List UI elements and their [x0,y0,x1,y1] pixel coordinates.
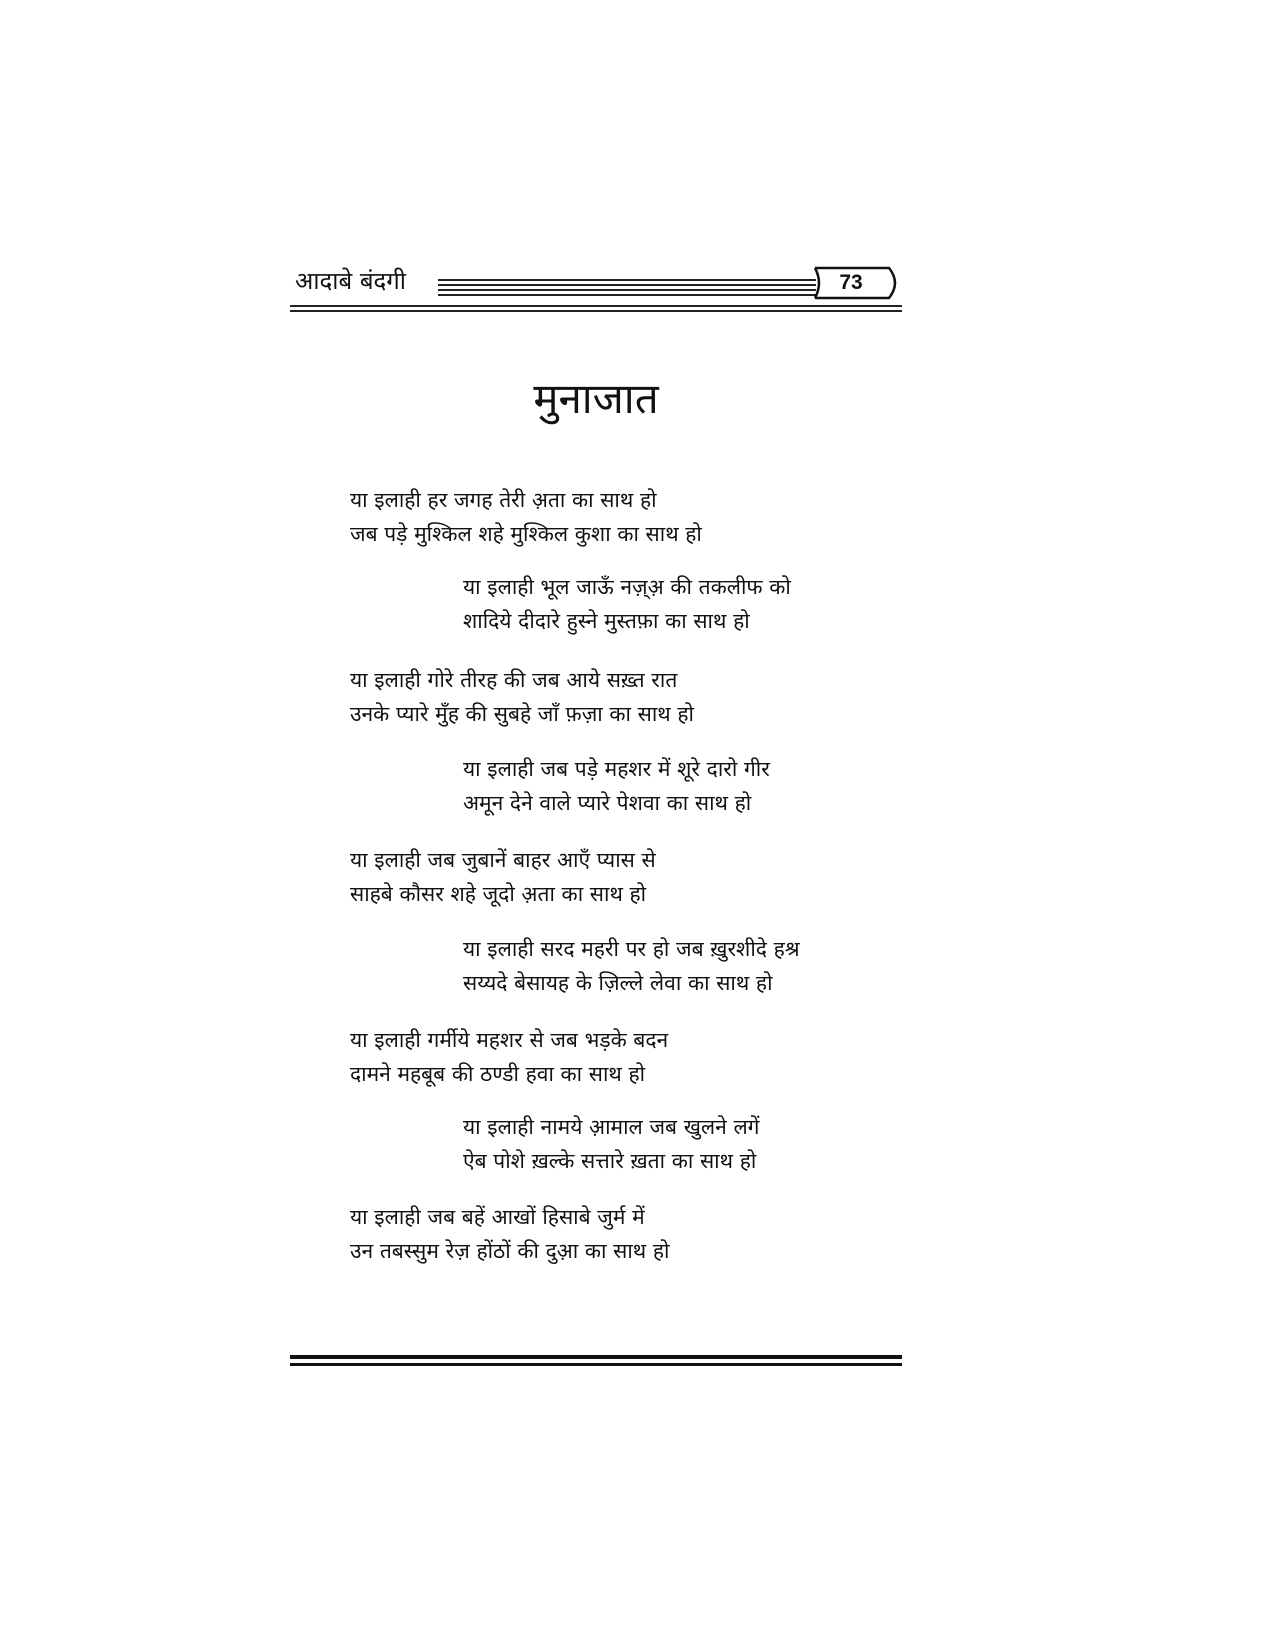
verse-line: उनके प्यारे मुँह की सुबहे जाँ फ़ज़ा का साथ हो [350,702,694,726]
verse-line: अमून देने वाले प्यारे पेशवा का साथ हो [463,791,752,815]
book-title: आदाबे बंदगी [295,267,406,295]
verse-line: या इलाही सरद महरी पर हो जब ख़ुरशीदे हश्र [463,937,800,961]
verse-line: या इलाही गोरे तीरह की जब आये सख़्त रात [350,668,678,692]
couplet [350,483,750,551]
couplet [350,1023,750,1091]
page-number: 73 [839,271,863,294]
verse-line: या इलाही भूल जाऊँ नज़्अ़ की तकलीफ को [463,575,791,599]
verse-line: जब पड़े मुश्किल शहे मुश्किल कुशा का साथ हो [350,522,702,546]
verse-line: या इलाही हर जगह तेरी अ़ता का साथ हो [350,488,657,512]
verse-line: या इलाही नामये अ़ामाल जब खुलने लगें [463,1115,760,1139]
couplet [463,752,863,820]
couplet [463,570,863,638]
couplet [463,932,863,1000]
verse-line: उन तबस्सुम रेज़ होंठों की दुआ़ का साथ हो [350,1239,670,1263]
footer-rule [290,1355,902,1367]
couplet [350,663,750,731]
couplet [463,1110,863,1178]
couplet [350,843,750,911]
verse-line: दामने महबूब की ठण्डी हवा का साथ हो [350,1062,646,1086]
couplet [350,1200,750,1268]
verse-line: या इलाही जब बहें आखों हिसाबे जुर्म में [350,1205,645,1229]
verse-line: या इलाही जब जुबानें बाहर आएँ प्यास से [350,848,656,872]
verse-line: ऐब पोशे ख़ल्के सत्तारे ख़ता का साथ हो [463,1149,757,1173]
verse-line: या इलाही गर्मीये महशर से जब भड़के बदन [350,1028,669,1052]
verse-line: सय्यदे बेसायह के ज़िल्ले लेवा का साथ हो [463,971,773,995]
verse-line: शादिये दीदारे हुस्ने मुस्तफ़ा का साथ हो [463,609,750,633]
verse-line: या इलाही जब पड़े महशर में शूरे दारो गीर [463,757,770,781]
poem-title: मुनाजात [533,374,659,423]
verse-line: साहबे कौसर शहे जूदो अ़ता का साथ हो [350,882,647,906]
